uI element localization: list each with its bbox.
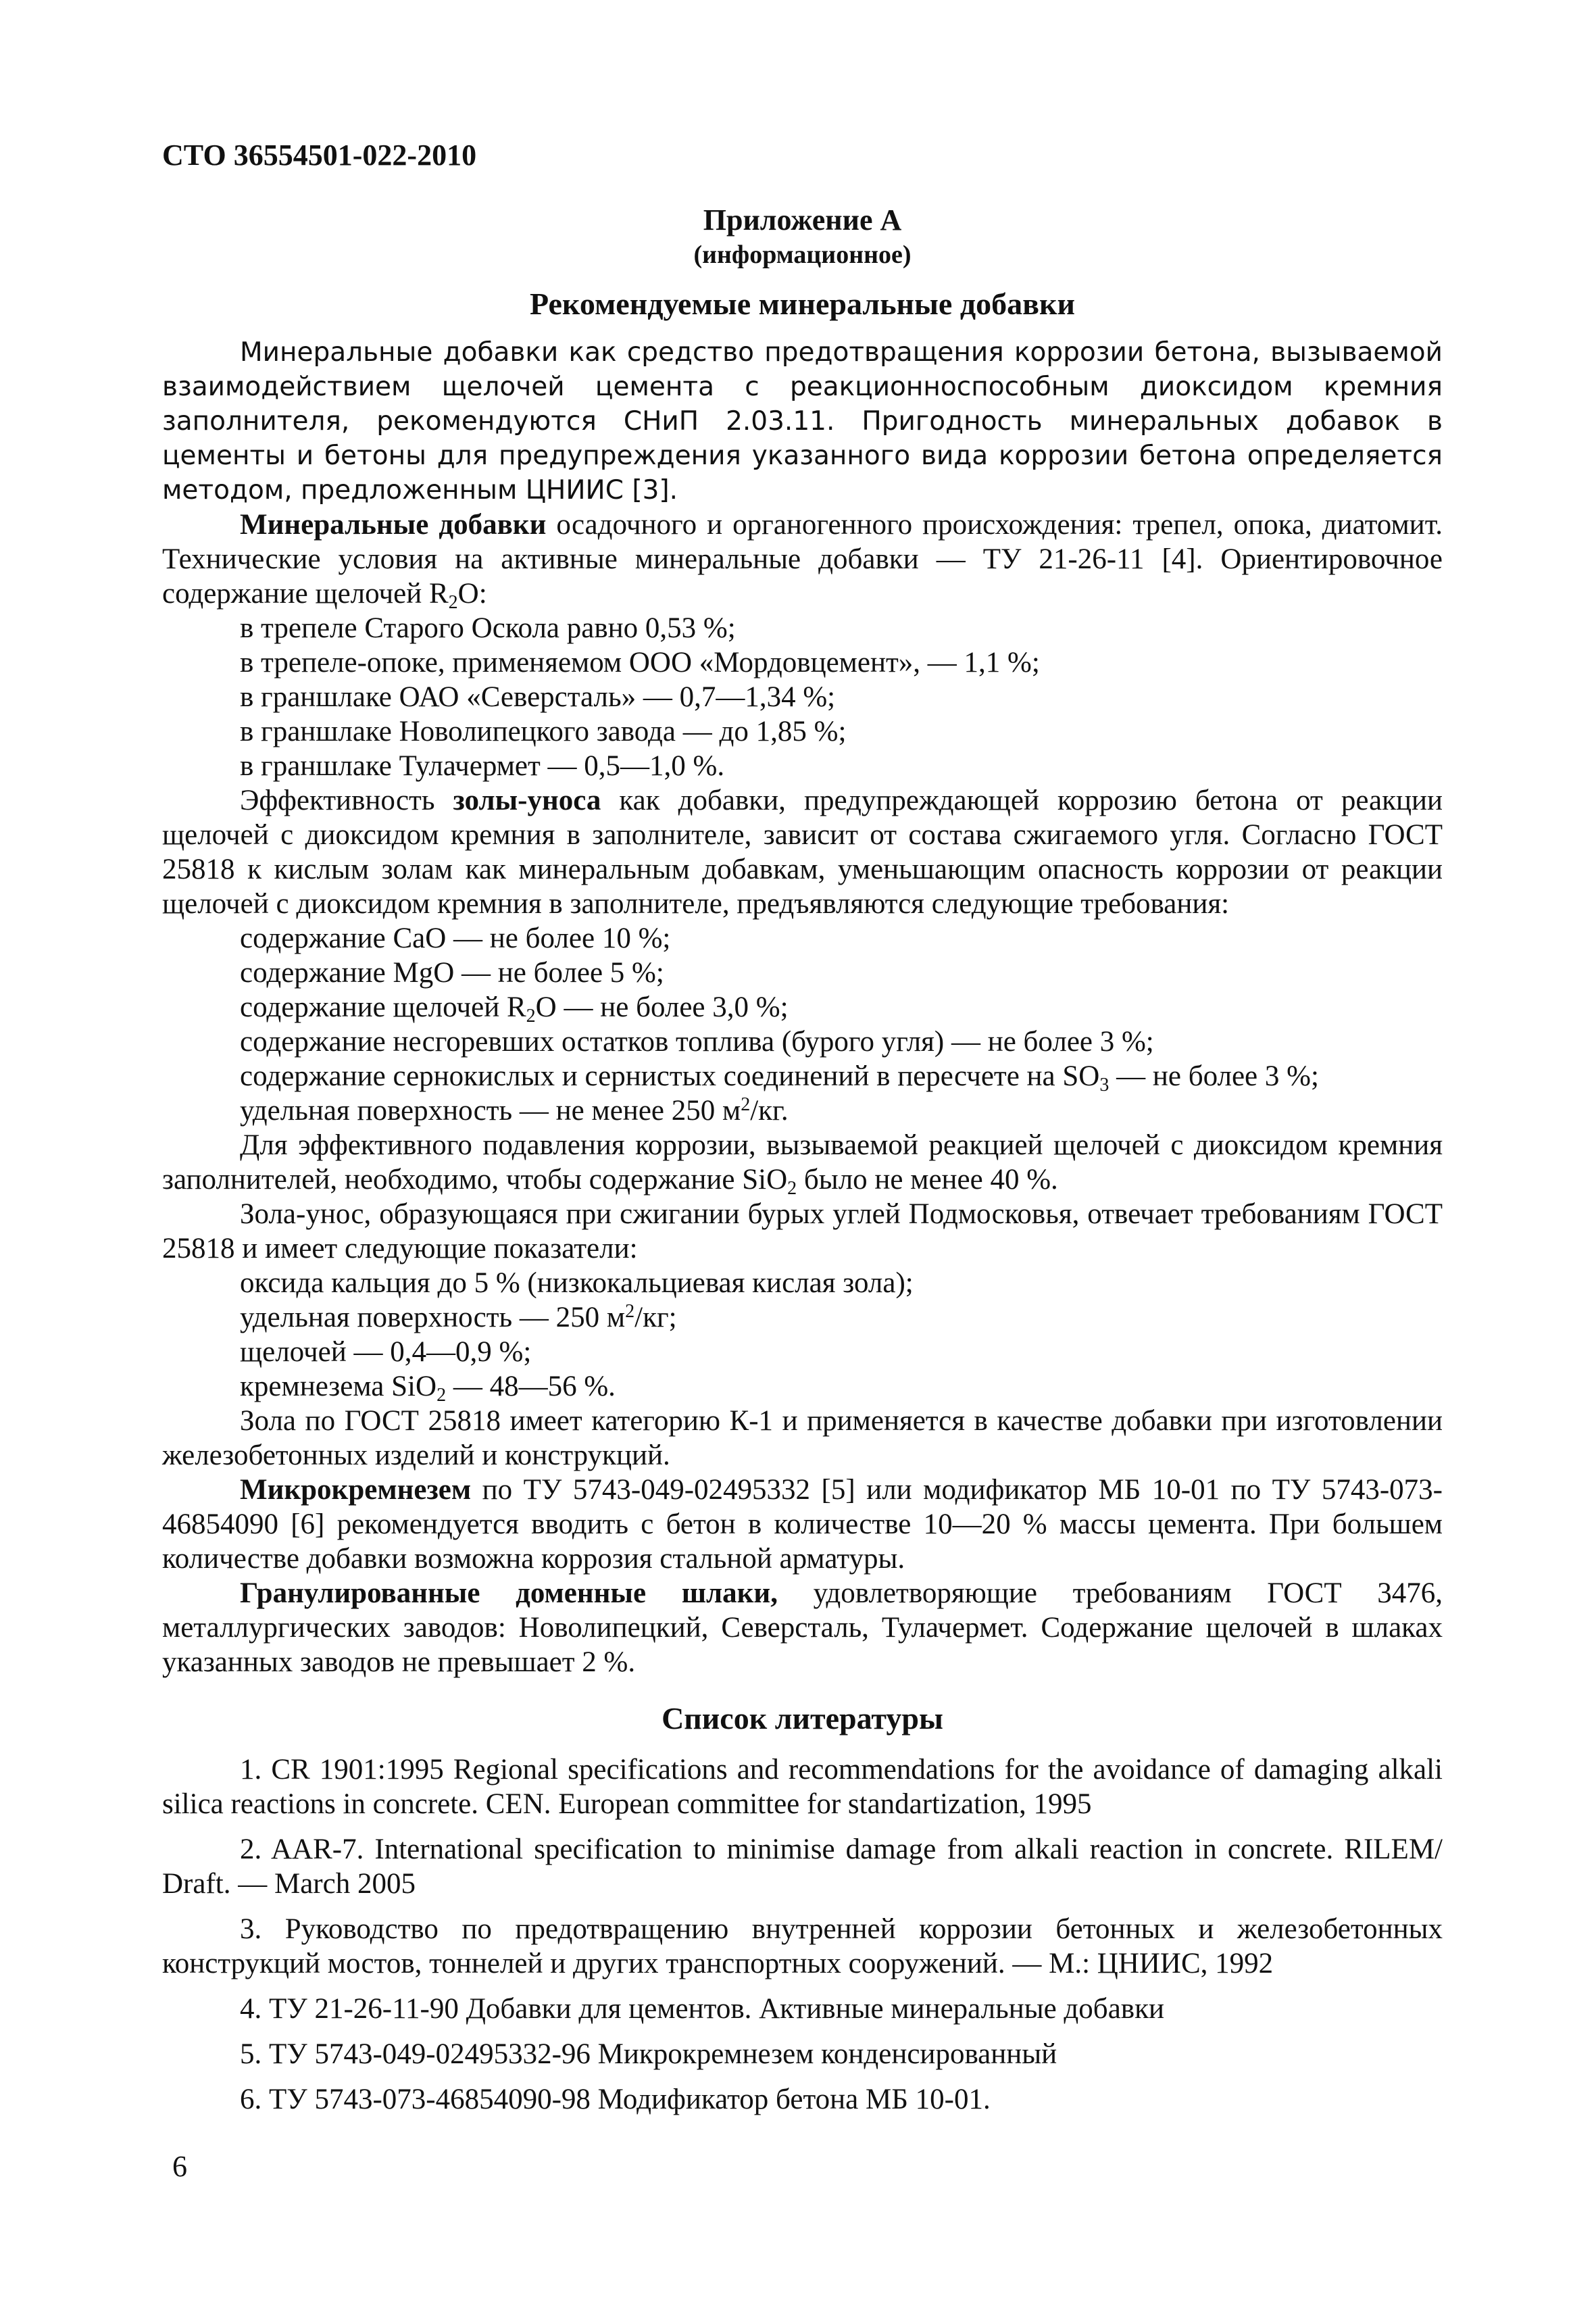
item-text: /кг;: [634, 1302, 677, 1333]
bold-term: золы-уноса: [453, 785, 601, 816]
appendix-subtitle: (информационное): [693, 241, 912, 269]
item-text: удельная поверхность — не менее 250 м: [240, 1095, 741, 1127]
subscript: 2: [526, 1006, 536, 1027]
list-item: содержание MgO — не более 5 %;: [240, 957, 664, 989]
paragraph-text: удовлетворяющие требованиям ГОСТ 3476, металлургических заводов: Новолипецкий, Северсталь, Тулачермет. Содержание щелочей в шлаках указанных заводов не превышает 2 %.: [162, 1577, 1443, 1678]
list-item: в граншлаке ОАО «Северсталь» — 0,7—1,34 %;: [240, 681, 836, 713]
list-item: содержание CaO — не более 10 %;: [240, 922, 671, 954]
list-item: в трепеле Старого Оскола равно 0,53 %;: [240, 612, 736, 644]
paragraph-microsilica: [162, 1473, 1443, 1576]
reference-item: 3. Руководство по предотвращению внутренней коррозии бетонных и железобетонных конструкций мостов, тоннелей и других транспортных сооружений. — М.: ЦНИИС, 1992: [162, 1913, 1443, 1979]
list-item: [240, 1300, 1443, 1335]
subscript: 2: [787, 1178, 797, 1199]
references-title: Список литературы: [662, 1701, 943, 1736]
paragraph-silica: [162, 1128, 1443, 1197]
paragraph-text: по ТУ 5743-049-02495332 [5] или модификатор МБ 10-01 по ТУ 5743-073-46854090 [6] рекомендуется вводить с бетон в количестве 10—20 % массы цемента. При большем количестве добавки возможна коррозия стальной арматуры.: [162, 1474, 1443, 1575]
list-item: щелочей — 0,4—0,9 %;: [240, 1336, 532, 1368]
item-text: содержание сернокислых и сернистых соединений в пересчете на SO: [240, 1060, 1100, 1092]
paragraph-slags: [162, 1576, 1443, 1679]
references-list: [162, 1752, 1443, 2117]
page-number: 6: [172, 2150, 187, 2183]
superscript: 2: [741, 1094, 751, 1115]
subscript: 2: [448, 592, 458, 613]
paragraph-intro: Минеральные добавки как средство предотвращения коррозии бетона, вызываемой взаимодействием щелочей цемента с реакционноспособным диоксидом кремния заполнителя, рекомендуются СНиП 2.03.11. Пригодность минеральных добавок в цементы и бетоны для предупреждения указанного вида коррозии бетона определяется методом, предложенным ЦНИИС [3].: [162, 337, 1443, 506]
reference-item: 6. ТУ 5743-073-46854090-98 Модификатор бетона МБ 10-01.: [240, 2084, 991, 2115]
item-text: O — не более 3,0 %;: [535, 991, 789, 1023]
paragraph-mineral-additives: [162, 508, 1443, 611]
paragraph-text: как добавки, предупреждающей коррозию бетона от реакции щелочей с диоксидом кремния в заполнителе, зависит от состава сжигаемого угля. Согласно ГОСТ 25818 к кислым золам как минеральным добавкам, уменьшающим опасность коррозии от реакции щелочей с диоксидом кремния в заполнителе, предъявляются следующие требования:: [162, 785, 1443, 920]
reference-item: 4. ТУ 21-26-11-90 Добавки для цементов. Активные минеральные добавки: [240, 1993, 1164, 2025]
paragraph-fly-ash: [162, 783, 1443, 921]
list-item: содержание несгоревших остатков топлива (бурого угля) — не более 3 %;: [240, 1026, 1154, 1058]
bold-term: Минеральные добавки: [240, 509, 547, 541]
requirements-list: [162, 921, 1443, 1128]
list-item: в граншлаке Тулачермет — 0,5—1,0 %.: [240, 750, 725, 782]
paragraph-text: было не менее 40 %.: [797, 1164, 1058, 1196]
paragraph-text: Эффективность: [240, 785, 453, 816]
paragraph-brown-coal-ash: Зола-унос, образующаяся при сжигании бурых углей Подмосковья, отвечает требованиям ГОСТ 25818 и имеет следующие показатели:: [162, 1198, 1443, 1264]
list-item: [240, 990, 1443, 1025]
superscript: 2: [625, 1301, 635, 1322]
document-code: СТО 36554501-022-2010: [162, 139, 477, 172]
appendix-heading: Рекомендуемые минеральные добавки: [530, 287, 1075, 321]
paragraph-text: Для эффективного подавления коррозии, вызываемой реакцией щелочей с диоксидом кремния заполнителей, необходимо, чтобы содержание SiO: [162, 1129, 1443, 1196]
alkali-content-list: [162, 611, 1443, 783]
list-item: [240, 1059, 1443, 1096]
item-text: /кг.: [750, 1095, 789, 1127]
bold-term: Микрокремнезем: [240, 1474, 472, 1506]
paragraph-text: осадочного и органогенного происхождения: трепел, опока, диатомит. Технические условия на активные минеральные добавки — ТУ 21-26-11 [4]. Ориентировочное содержание щелочей R: [162, 509, 1443, 610]
list-item: [240, 1093, 1443, 1128]
item-text: содержание щелочей R: [240, 991, 526, 1023]
paragraph-ash-category: Зола по ГОСТ 25818 имеет категорию К-1 и применяется в качестве добавки при изготовлении железобетонных изделий и конструкций.: [162, 1405, 1443, 1471]
reference-item: 5. ТУ 5743-049-02495332-96 Микрокремнезем конденсированный: [240, 2038, 1057, 2070]
subscript: 2: [437, 1385, 447, 1406]
reference-item: 2. AAR-7. International specification to minimise damage from alkali reaction in concrete. RILEM/ Draft. — March 2005: [162, 1833, 1443, 1900]
appendix-title: Приложение А: [703, 203, 902, 237]
item-text: кремнезема SiO: [240, 1371, 437, 1402]
paragraph-text: O:: [457, 578, 487, 610]
bold-term: Гранулированные доменные шлаки,: [240, 1577, 778, 1609]
list-item: в трепеле-опоке, применяемом ООО «Мордовцемент», — 1,1 %;: [240, 647, 1040, 679]
list-item: [240, 1369, 1443, 1404]
reference-item: 1. CR 1901:1995 Regional specifications and recommendations for the avoidance of damaging alkali silica reactions in concrete. CEN. European committee for standartization, 1995: [162, 1754, 1443, 1820]
page-content: [162, 203, 1443, 2127]
list-item: в граншлаке Новолипецкого завода — до 1,85 %;: [240, 716, 847, 747]
list-item: оксида кальция до 5 % (низкокальциевая кислая зола);: [240, 1267, 914, 1299]
item-text: — 48—56 %.: [446, 1371, 616, 1402]
item-text: удельная поверхность — 250 м: [240, 1302, 626, 1333]
item-text: — не более 3 %;: [1109, 1060, 1319, 1092]
subscript: 3: [1099, 1075, 1109, 1096]
indicators-list: [162, 1266, 1443, 1404]
